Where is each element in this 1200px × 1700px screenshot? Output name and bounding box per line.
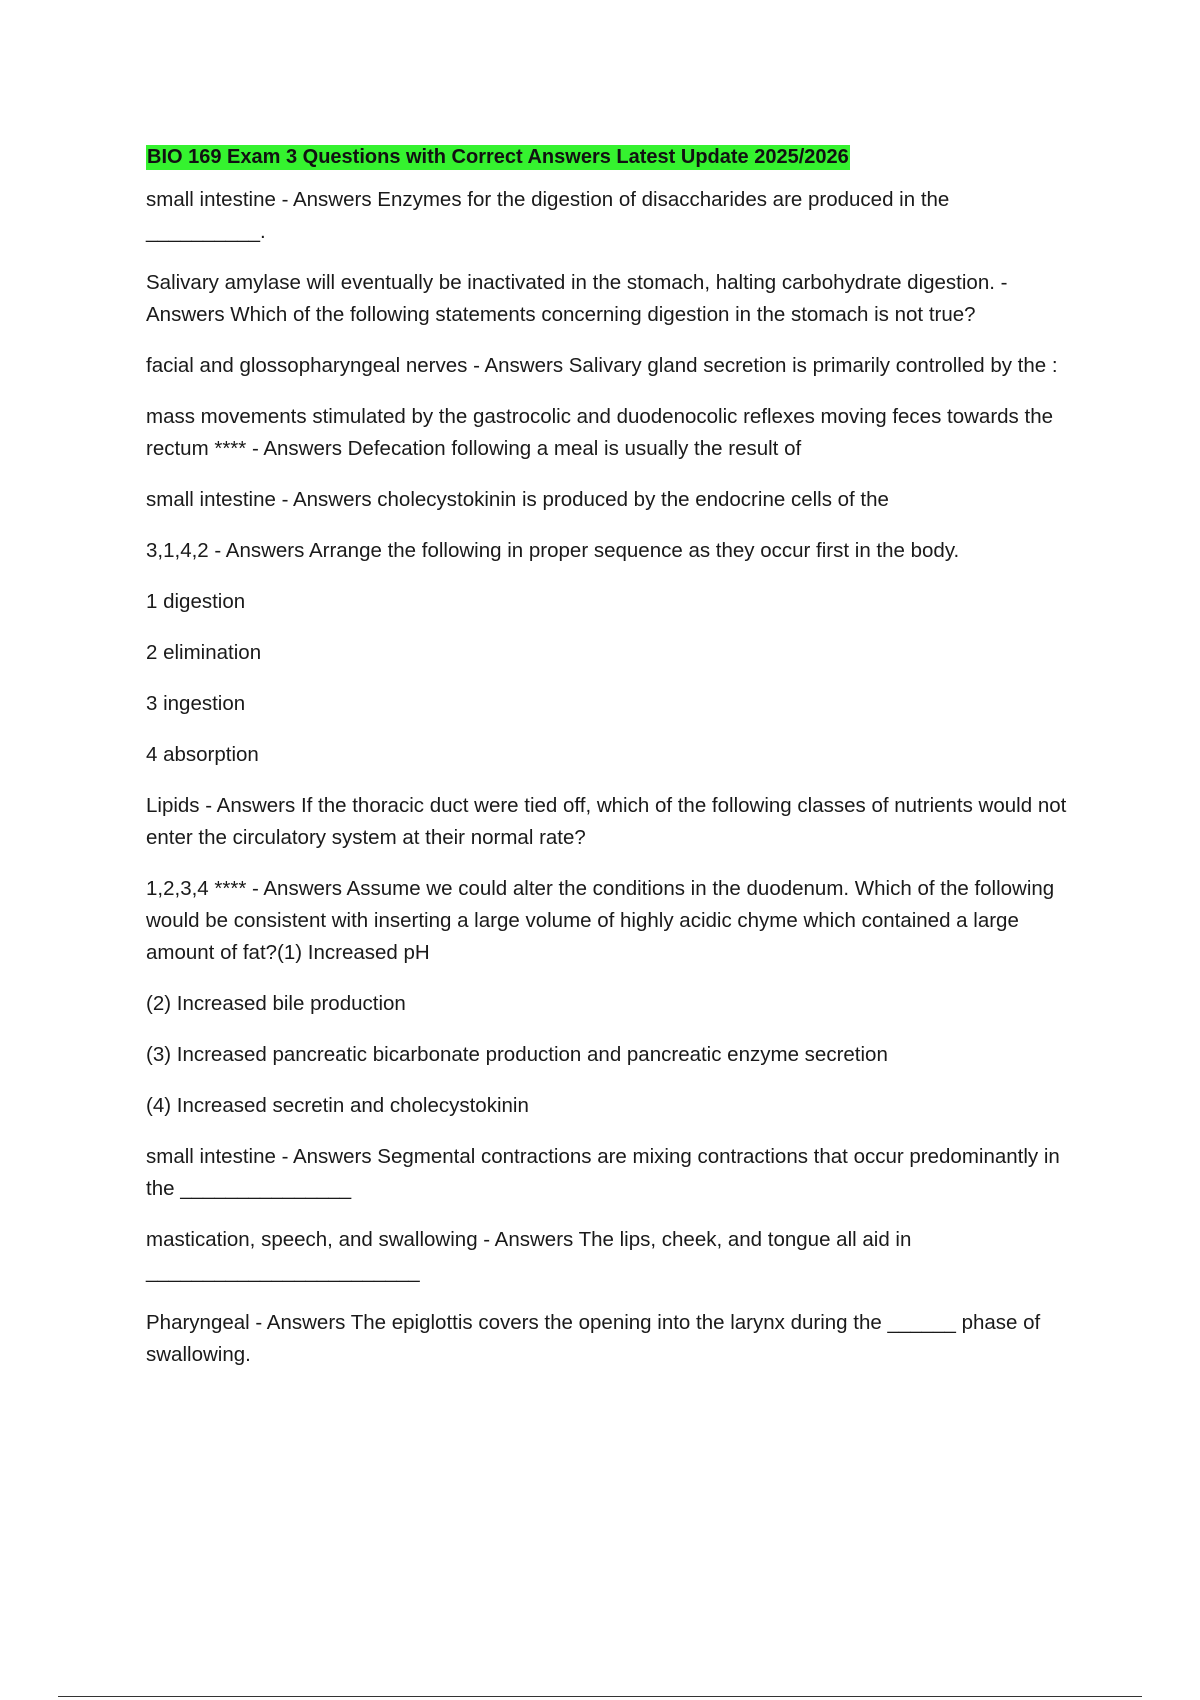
page-bottom-rule <box>58 1696 1142 1697</box>
list-item-absorption: 4 absorption <box>146 743 259 766</box>
qa-cholecystokinin: small intestine - Answers cholecystokinin is produced by the endocrine cells of the <box>146 488 889 511</box>
qa-stomach-digestion: Salivary amylase will eventually be inactivated in the stomach, halting carbohydrate digestion. - Answers Which of the following statements concerning digestion in the stomach is not true? <box>146 271 1013 326</box>
list-item-digestion: 1 digestion <box>146 590 246 613</box>
qa-defecation: mass movements stimulated by the gastrocolic and duodenocolic reflexes moving feces towards the rectum **** - Answers Defecation following a meal is usually the result of <box>146 405 1059 460</box>
document-title-line <box>146 144 1086 170</box>
qa-lips-cheek-tongue: mastication, speech, and swallowing - Answers The lips, cheek, and tongue all aid in ________________________ <box>146 1228 912 1283</box>
qa-segmental-contractions: small intestine - Answers Segmental contractions are mixing contractions that occur predominantly in the _______________ <box>146 1145 1066 1200</box>
qa-sequence: 3,1,4,2 - Answers Arrange the following in proper sequence as they occur first in the body. <box>146 539 960 562</box>
list-item-secretin: (4) Increased secretin and cholecystokinin <box>146 1094 529 1117</box>
qa-duodenum-conditions: 1,2,3,4 **** - Answers Assume we could alter the conditions in the duodenum. Which of the following would be consistent with inserting a large volume of highly acidic chyme which contained a large amount of fat?(1) Increased pH <box>146 877 1060 964</box>
list-item-bile: (2) Increased bile production <box>146 992 406 1015</box>
qa-epiglottis: Pharyngeal - Answers The epiglottis covers the opening into the larynx during the ______ phase of swallowing. <box>146 1311 1046 1366</box>
list-item-elimination: 2 elimination <box>146 641 262 664</box>
document-title: BIO 169 Exam 3 Questions with Correct Answers Latest Update 2025/2026 <box>147 146 849 168</box>
document-body <box>146 144 1086 1390</box>
list-item-ingestion: 3 ingestion <box>146 692 246 715</box>
qa-thoracic-duct: Lipids - Answers If the thoracic duct were tied off, which of the following classes of nutrients would not enter the circulatory system at their normal rate? <box>146 794 1073 849</box>
qa-salivary-secretion: facial and glossopharyngeal nerves - Answers Salivary gland secretion is primarily controlled by the : <box>146 354 1058 377</box>
list-item-bicarbonate: (3) Increased pancreatic bicarbonate production and pancreatic enzyme secretion <box>146 1043 888 1066</box>
qa-disaccharide-enzymes: small intestine - Answers Enzymes for the digestion of disaccharides are produced in the __________. <box>146 188 950 243</box>
